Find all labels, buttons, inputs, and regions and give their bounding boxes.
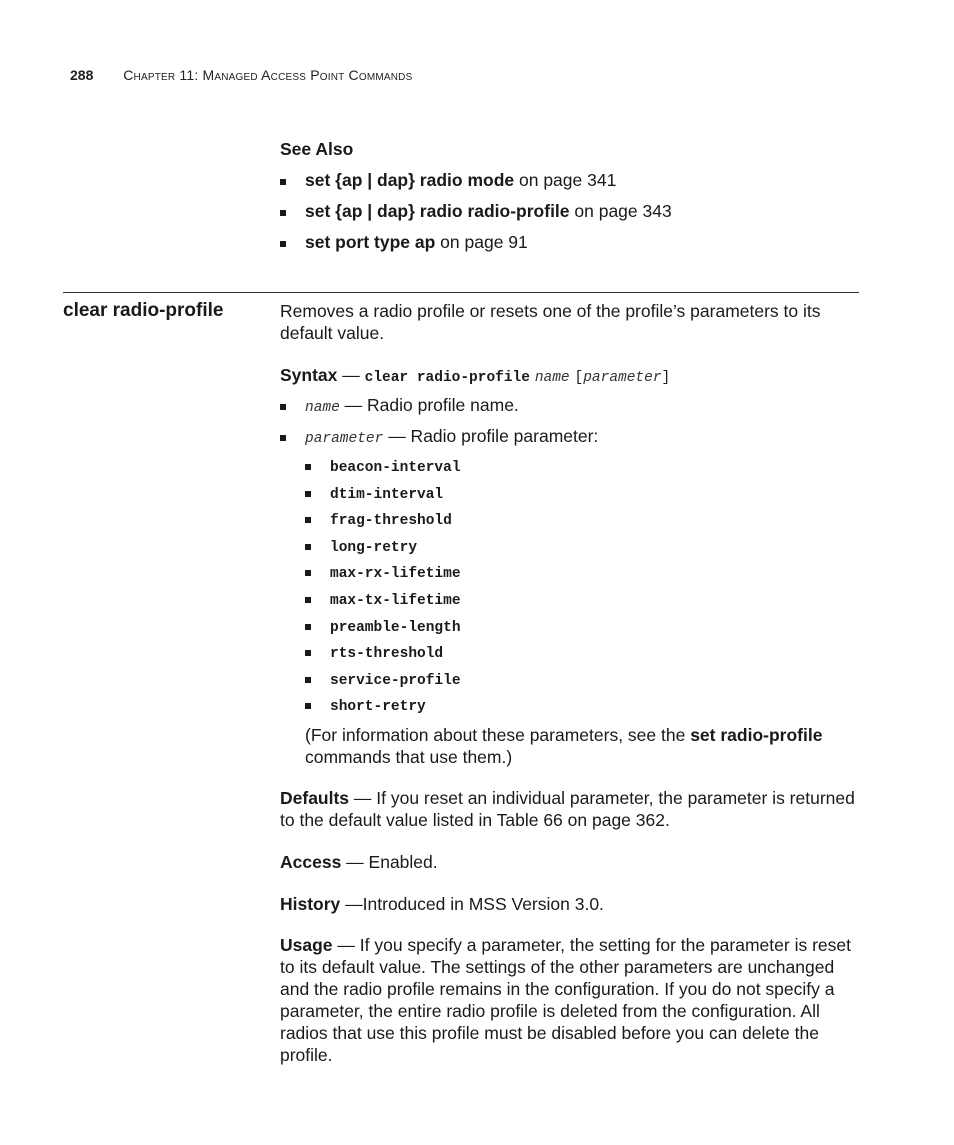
section-description: Removes a radio profile or resets one of the profile’s parameters to its default value. [280, 301, 821, 343]
history-text: —Introduced in MSS Version 3.0. [340, 894, 604, 914]
list-item [305, 643, 461, 670]
bullet-icon [305, 624, 311, 630]
see-also-link[interactable]: set port type ap [305, 232, 436, 252]
list-item [305, 563, 461, 590]
note-text: (For information about these parameters, see the [305, 725, 691, 745]
bullet-icon [305, 650, 311, 656]
list-item [305, 696, 461, 723]
defaults-text: — If you reset an individual parameter, the parameter is returned to the default value listed in Table 66 on page 362. [280, 788, 855, 830]
defaults-paragraph [280, 787, 860, 831]
parameter-list [305, 457, 461, 723]
bullet-icon [305, 517, 311, 523]
note-text: commands that use them.) [305, 747, 513, 767]
parameter-note [305, 724, 860, 768]
list-item [305, 617, 461, 644]
usage-paragraph [280, 934, 860, 1066]
parameter-name: dtim-interval [330, 486, 444, 503]
bullet-icon [280, 210, 286, 216]
usage-label: Usage [280, 935, 333, 955]
bullet-icon [280, 435, 286, 441]
page-reference: on page 91 [435, 232, 528, 252]
parameter-name: max-tx-lifetime [330, 592, 461, 609]
list-item [280, 395, 598, 426]
parameter-name: max-rx-lifetime [330, 566, 461, 583]
note-link[interactable]: set radio-profile [690, 725, 823, 745]
syntax-arg-parameter: parameter [583, 370, 662, 386]
parameter-name: frag-threshold [330, 513, 452, 530]
parameter-name: service-profile [330, 672, 461, 689]
syntax-command: clear radio-profile [364, 370, 530, 386]
access-label: Access [280, 852, 342, 872]
bullet-icon [305, 544, 311, 550]
argument-description: — Radio profile name. [339, 395, 519, 415]
see-also-link[interactable]: set {ap | dap} radio radio-profile [305, 201, 570, 221]
list-item [280, 232, 672, 263]
parameter-name: beacon-interval [330, 460, 461, 476]
see-also-link[interactable]: set {ap | dap} radio mode [305, 170, 515, 190]
parameter-name: preamble-length [330, 619, 461, 636]
usage-text: — If you specify a parameter, the setting for the parameter is reset to its default value. The settings of the other parameters are unchanged and the radio profile remains in the configuration. If you do not specify a parameter, the entire radio profile is deleted from the configuration. All radios that use this profile must be disabled before you can delete the profile. [280, 935, 851, 1065]
chapter-title: Chapter 11: Managed Access Point Commands [123, 67, 413, 83]
syntax-bracket-open: [ [574, 370, 584, 386]
list-item [305, 537, 461, 564]
argument-name: name [305, 400, 340, 416]
defaults-label: Defaults [280, 788, 350, 808]
syntax-arg-name: name [534, 370, 570, 386]
list-item [305, 510, 461, 537]
argument-name: parameter [305, 431, 384, 447]
syntax-label: Syntax [280, 365, 338, 385]
list-item [280, 201, 672, 232]
bullet-icon [305, 703, 311, 709]
bullet-icon [280, 404, 286, 410]
syntax-line [280, 364, 860, 389]
history-label: History [280, 894, 341, 914]
syntax-dash: — [337, 365, 365, 385]
list-item [305, 457, 461, 484]
bullet-icon [280, 241, 286, 247]
list-item [305, 590, 461, 617]
section-divider [63, 292, 859, 293]
bullet-icon [305, 677, 311, 683]
syntax-bracket-close: ] [661, 370, 671, 386]
see-also-heading: See Also [280, 139, 354, 159]
parameter-name: rts-threshold [330, 646, 444, 663]
access-text: — Enabled. [341, 852, 438, 872]
parameter-name: long-retry [330, 539, 418, 556]
list-item [305, 670, 461, 697]
page-reference: on page 341 [514, 170, 617, 190]
see-also-list [280, 170, 672, 263]
page-number: 288 [70, 67, 94, 83]
list-item [305, 484, 461, 511]
list-item [280, 426, 598, 457]
bullet-icon [280, 179, 286, 185]
parameter-name: short-retry [330, 699, 426, 716]
page-header [70, 67, 412, 83]
bullet-icon [305, 464, 311, 470]
list-item [280, 170, 672, 201]
argument-list [280, 395, 598, 457]
page-reference: on page 343 [569, 201, 672, 221]
bullet-icon [305, 597, 311, 603]
bullet-icon [305, 491, 311, 497]
access-paragraph [280, 851, 860, 873]
argument-description: — Radio profile parameter: [383, 426, 599, 446]
history-paragraph [280, 893, 860, 915]
bullet-icon [305, 570, 311, 576]
section-title: clear radio-profile [63, 300, 224, 321]
